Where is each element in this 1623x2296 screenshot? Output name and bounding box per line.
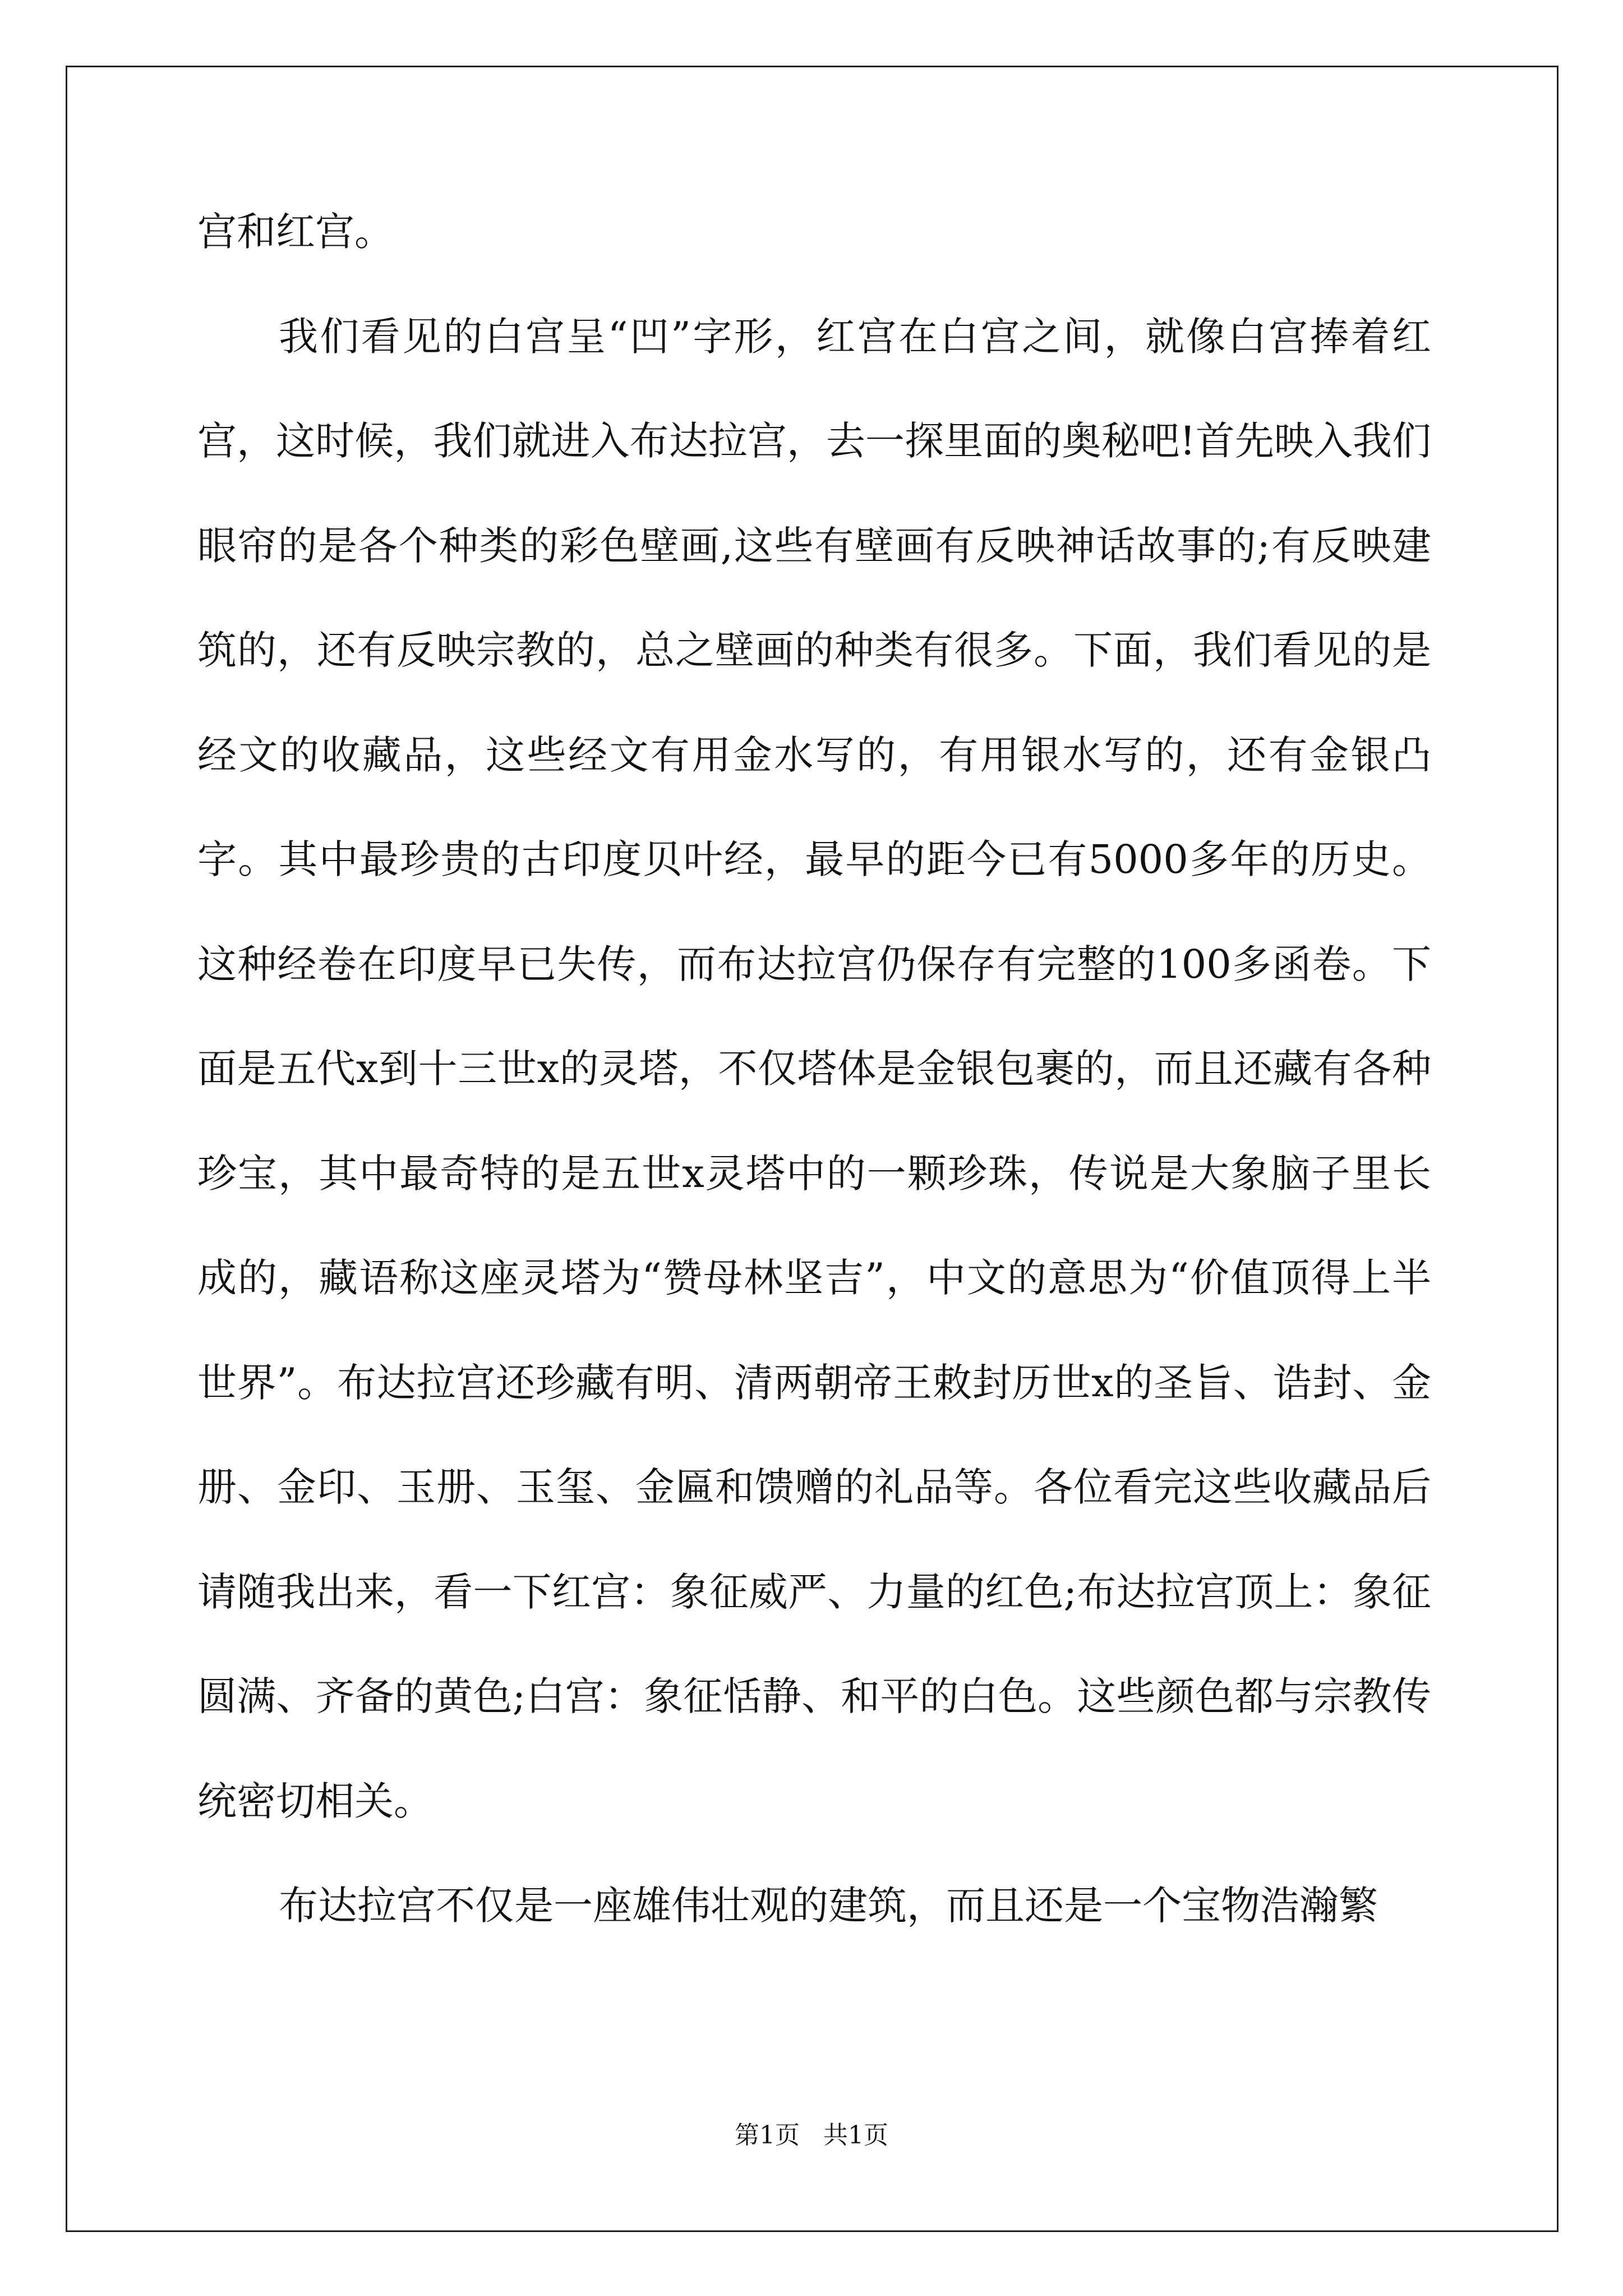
page-total: 共1页 <box>823 2121 888 2150</box>
paragraph-2: 我们看见的白宫呈“凹”字形，红宫在白宫之间，就像白宫捧着红宫，这时候，我们就进入布达拉宫，去一探里面的奥秘吧!首先映入我们眼帘的是各个种类的彩色壁画,这些有壁画有反映神话故事的;有反映建筑的，还有反映宗教的，总之壁画的种类有很多。下面，我们看见的是经文的收藏品，这些经文有用金水写的，有用银水写的，还有金银凸字。其中最珍贵的古印度贝叶经，最早的距今已有5000多年的历史。这种经卷在印度早已失传，而布达拉宫仍保存有完整的100多函卷。下面是五代x到十三世x的灵塔，不仅塔体是金银包裹的，而且还藏有各种珍宝，其中最奇特的是五世x灵塔中的一颗珍珠，传说是大象脑子里长成的，藏语称这座灵塔为“赞母林坚吉”，中文的意思为“价值顶得上半世界”。布达拉宫还珍藏有明、清两朝帝王敕封历世x的圣旨、诰封、金册、金印、玉册、玉玺、金匾和馈赠的礼品等。各位看完这些收藏品后请随我出来，看一下红宫：象征威严、力量的红色;布达拉宫顶上：象征圆满、齐备的黄色;白宫：象征恬静、和平的白色。这些颜色都与宗教传统密切相关。 <box>197 313 1431 1824</box>
document-body <box>197 180 1431 1958</box>
paragraph-3: 布达拉宫不仅是一座雄伟壮观的建筑，而且还是一个宝物浩瀚繁 <box>279 1883 1378 1929</box>
paragraph-1: 宫和红宫。 <box>197 209 394 255</box>
page-footer <box>0 2115 1623 2151</box>
page-number: 第1页 <box>735 2121 800 2150</box>
